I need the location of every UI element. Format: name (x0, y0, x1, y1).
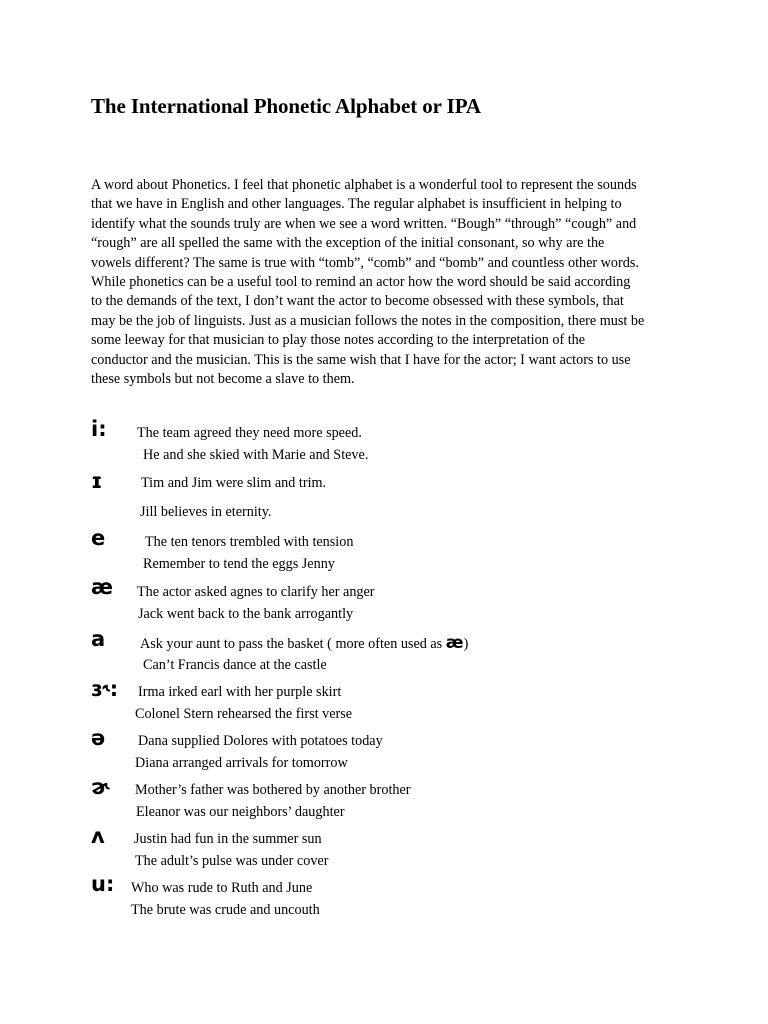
ipa-symbol-long-u: u: (91, 872, 115, 896)
intro-line: While phonetics can be a useful tool to remind an actor how the word should be said according (91, 274, 631, 291)
example-sentence: Diana arranged arrivals for tomorrow (135, 755, 348, 771)
ipa-symbol-long-i: i: (91, 417, 107, 441)
example-sentence: Dana supplied Dolores with potatoes today (138, 733, 383, 749)
example-sentence: Jack went back to the bank arrogantly (138, 606, 354, 622)
ipa-symbol-a: a (91, 627, 106, 651)
example-sentence (140, 634, 468, 653)
intro-line: identify what the sounds truly are when we see a word written. “Bough” “through” “cough” and (91, 215, 637, 232)
example-sentence: Colonel Stern rehearsed the first verse (135, 706, 353, 722)
intro-line: “rough” are all spelled the same with the exception of the initial consonant, so why are the (91, 235, 605, 252)
ipa-inline-symbol: æ (445, 633, 464, 653)
example-sentence: Remember to tend the eggs Jenny (143, 556, 335, 572)
example-sentence: The brute was crude and uncouth (131, 902, 320, 918)
example-sentence: The team agreed they need more speed. (137, 425, 362, 441)
intro-line: these symbols but not become a slave to them. (91, 371, 355, 388)
example-sentence: Can’t Francis dance at the castle (143, 657, 327, 673)
intro-line: that we have in English and other languages. The regular alphabet is insufficient in helping to (91, 196, 622, 213)
example-sentence: Irma irked earl with her purple skirt (138, 684, 342, 700)
intro-line: may be the job of linguists. Just as a musician follows the notes in the composition, there must be (91, 312, 645, 329)
intro-line: vowels different? The same is true with “tomb”, “comb” and “bomb” and countless other words. (91, 254, 639, 271)
example-sentence: Mother’s father was bothered by another brother (135, 782, 411, 798)
ipa-symbol-short-i: ɪ (91, 469, 103, 493)
ipa-symbol-schwar: ɚ (91, 775, 110, 799)
example-sentence-text: Ask your aunt to pass the basket ( more often used as (140, 636, 446, 652)
intro-paragraph (91, 176, 691, 389)
example-sentence: Tim and Jim were slim and trim. (141, 475, 327, 491)
ipa-symbol-er-long: ɜ˞: (91, 677, 119, 701)
page-title: The International Phonetic Alphabet or IPA (91, 94, 481, 118)
example-sentence: The actor asked agnes to clarify her anger (137, 584, 375, 600)
example-sentence: Justin had fun in the summer sun (134, 831, 322, 847)
example-sentence: The adult’s pulse was under cover (135, 853, 329, 869)
ipa-symbol-schwa: ə (91, 726, 106, 750)
example-sentence: Eleanor was our neighbors’ daughter (136, 804, 345, 820)
example-sentence: Jill believes in eternity. (140, 504, 272, 520)
ipa-symbol-ae: æ (91, 575, 114, 599)
ipa-symbol-wedge: ʌ (91, 824, 105, 848)
example-sentence: The ten tenors trembled with tension (145, 534, 354, 550)
example-sentence: Who was rude to Ruth and June (131, 880, 313, 896)
intro-line: conductor and the musician. This is the same wish that I have for the actor; I want actors to use (91, 351, 631, 368)
intro-line: A word about Phonetics. I feel that phonetic alphabet is a wonderful tool to represent the sounds (91, 177, 637, 193)
ipa-symbol-e: e (91, 526, 106, 550)
intro-line: to the demands of the text, I don’t want the actor to become obsessed with these symbols, that (91, 293, 624, 310)
example-sentence-end: ) (463, 636, 469, 652)
intro-line: some leeway for that musician to play those notes according to the interpretation of the (91, 332, 586, 349)
example-sentence: He and she skied with Marie and Steve. (143, 447, 369, 463)
